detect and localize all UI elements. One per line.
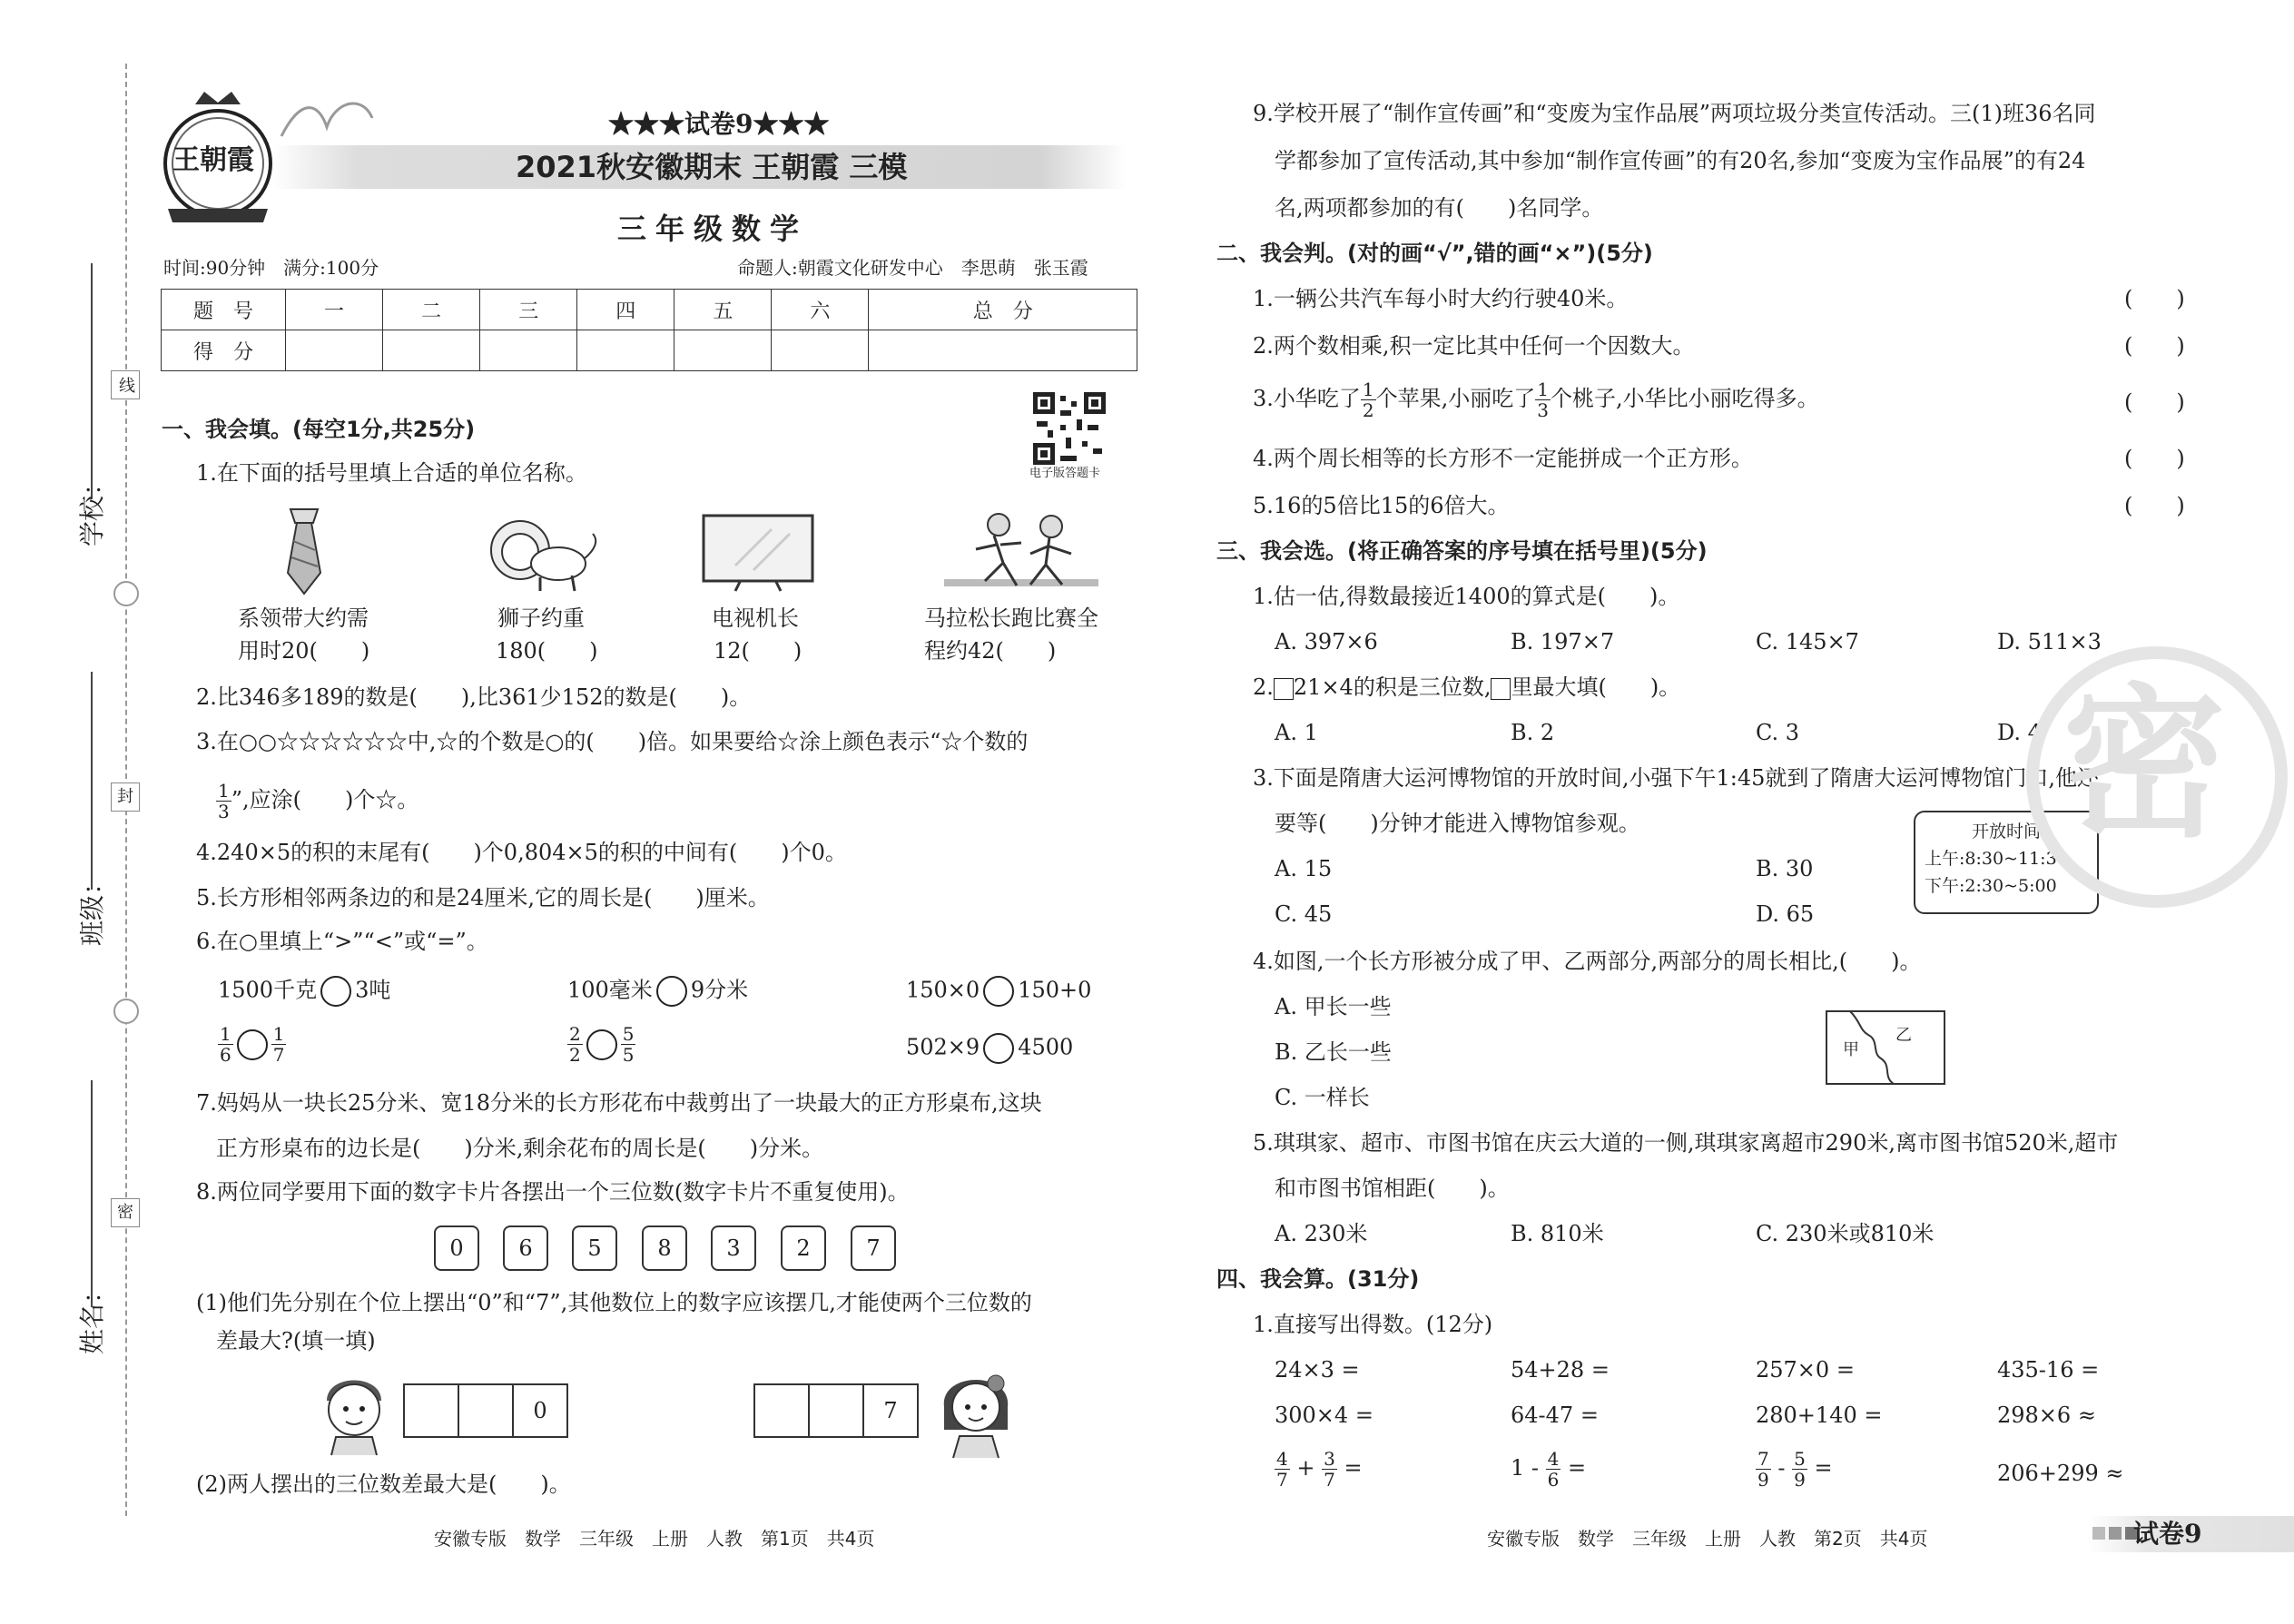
footer-left: 安徽专版 数学 三年级 上册 人教 第1页 共4页 [434,1528,875,1550]
calc-heading: 1.直接写出得数。(12分) [1253,1312,1493,1337]
footer-right: 安徽专版 数学 三年级 上册 人教 第2页 共4页 [1487,1528,1928,1550]
marathon-runners-icon [944,508,1098,599]
q9-text-cont2[interactable]: 名,两项都参加的有( )名同学。 [1275,195,1604,221]
score-input[interactable] [383,330,480,371]
digit-card: 2 [781,1225,826,1271]
choice-option[interactable]: A. 甲长一些 [1275,994,1392,1019]
tie-icon [277,505,331,595]
exam-title-brand: 王朝霞 [752,150,840,184]
choice-question: 5.琪琪家、超市、市图书馆在庆云大道的一侧,琪琪家离超市290米,离市图书馆520米,超市 [1253,1130,2119,1156]
digit-card: 8 [642,1225,687,1271]
score-table-row-score [162,330,1137,371]
time-score: 时间:90分钟 满分:100分 [163,257,379,279]
score-input[interactable] [286,330,383,371]
q1-text: 1.在下面的括号里填上合适的单位名称。 [196,460,587,486]
q5-text[interactable]: 5.长方形相邻两条边的和是24厘米,它的周长是( )厘米。 [196,885,770,910]
score-input[interactable] [869,330,1137,371]
choice-option[interactable]: A. 230米 [1275,1221,1368,1246]
choice-option[interactable]: C. 3 [1756,720,1800,745]
calc-item[interactable]: 1 - $\frac{4}{6}$ = [1511,1448,1587,1491]
q8-1-text: (1)他们先分别在个位上摆出“0”和“7”,其他数位上的数字应该摆几,才能使两个三位数的 [196,1290,1032,1315]
q1-item-tv: 电视机长 [712,605,799,631]
choice-option[interactable]: D. 65 [1756,901,1815,927]
answer-digit-box[interactable] [808,1383,864,1438]
score-cell: 总 分 [869,290,1137,330]
score-cell: 得 分 [162,330,286,371]
choice-option[interactable]: A. 397×6 [1275,629,1378,655]
score-cell: 六 [772,290,869,330]
q2-text[interactable]: 2.比346多189的数是( ),比361少152的数是( )。 [196,684,752,710]
digit-card: 5 [572,1225,617,1271]
section3-title: 三、我会选。(将正确答案的序号填在括号里)(5分) [1216,538,1708,564]
choice-option[interactable]: C. 45 [1275,901,1333,927]
fraction: $\frac{1}{3}$ [1537,379,1550,421]
q6-compare[interactable]: 502×9 4500 [906,1033,1073,1064]
blank-square [1491,678,1511,700]
q6-compare[interactable]: $\frac{1}{6}$ $\frac{1}{7}$ [220,1023,285,1066]
q6-compare[interactable]: 150×0 150+0 [906,976,1091,1007]
subject-title: 三年级数学 [617,212,809,246]
name-label: 姓名： [77,1277,108,1355]
choice-option[interactable]: C. 230米或810米 [1756,1221,1935,1246]
school-label: 学校： [77,469,108,547]
judge-item: 4.两个周长相等的长方形不一定能拼成一个正方形。 [1253,446,1753,471]
choice-option[interactable]: D. 511×3 [1997,629,2102,655]
judge-item: 3.小华吃了 $\frac{1}{2}$ 个苹果,小丽吃了 $\frac{1}{3}$ 个桃子,小华比小丽吃得多。 [1253,379,1819,421]
q8-1-text-cont: 差最大?(填一填) [216,1328,376,1353]
score-input[interactable] [674,330,772,371]
exam-title-left: 2021秋安徽期末 [516,150,743,184]
calc-item[interactable]: 64-47 = [1511,1403,1599,1428]
girl-icon [930,1362,1021,1462]
choice-option[interactable]: C. 一样长 [1275,1085,1370,1110]
q6-text: 6.在○里填上“>”“<”或“=”。 [196,929,488,954]
digit-card: 7 [851,1225,896,1271]
answer-digit-box: 7 [862,1383,919,1438]
compare-circle[interactable] [983,976,1014,1007]
calc-item[interactable]: 54+28 = [1511,1357,1610,1383]
compare-circle[interactable] [320,976,351,1007]
choice-question-cont[interactable]: 和市图书馆相距( )。 [1275,1176,1510,1201]
judge-answer[interactable]: ( ) [2124,333,2185,359]
judge-answer[interactable]: ( ) [2124,446,2185,471]
score-cell: 一 [286,290,383,330]
answer-digit-box[interactable] [753,1383,810,1438]
hours-pm: 下午:2:30~5:00 [1925,876,2057,896]
choice-option[interactable]: A. 15 [1275,856,1333,881]
choice-option[interactable]: A. 1 [1275,720,1318,745]
choice-option[interactable]: B. 197×7 [1511,629,1615,655]
score-cell: 题 号 [162,290,286,330]
q6-compare[interactable]: 100毫米 9分米 [567,976,748,1007]
exam-title-right: 三模 [849,150,908,184]
q8-2-text[interactable]: (2)两人摆出的三位数差最大是( )。 [196,1471,571,1497]
q1-item-tv-answer[interactable]: 12( ) [714,638,802,664]
choice-option[interactable]: B. 乙长一些 [1275,1039,1392,1065]
q1-item-lion: 狮子约重 [497,605,585,631]
fraction: $\frac{1}{3}$ [218,780,230,822]
score-table-row-header [162,290,1137,330]
choice-question[interactable]: 1.估一估,得数最接近1400的算式是( )。 [1253,584,1680,609]
judge-answer[interactable]: ( ) [2124,389,2185,415]
binding-mark-feng: 封 [111,782,140,812]
boy-icon [313,1369,395,1460]
calc-item[interactable]: 300×4 = [1275,1403,1373,1428]
choice-option[interactable]: B. 2 [1511,720,1555,745]
q9-text: 9.学校开展了“制作宣传画”和“变废为宝作品展”两项垃圾分类宣传活动。三(1)班36名同 [1253,101,2096,126]
q6-compare[interactable]: 1500千克 3吨 [218,976,390,1007]
judge-item: 5.16的5倍比15的6倍大。 [1253,493,1510,518]
choice-option[interactable]: B. 30 [1756,856,1814,881]
choice-question[interactable]: 2. 21×4的积是三位数, 里最大填( )。 [1253,674,1681,700]
section2-title: 二、我会判。(对的画“√”,错的画“×”)(5分) [1216,241,1653,266]
name-field-line [91,1080,93,1307]
diagram-label-yi: 乙 [1895,1026,1912,1045]
blank-square [1274,678,1294,700]
choice-option[interactable]: B. 810米 [1511,1221,1604,1246]
digit-card: 0 [434,1225,479,1271]
score-input[interactable] [480,330,577,371]
q6-compare[interactable]: $\frac{2}{2}$ $\frac{5}{5}$ [569,1023,635,1066]
fraction: $\frac{1}{2}$ [1362,379,1374,421]
digit-card: 6 [503,1225,548,1271]
compare-circle[interactable] [237,1029,268,1060]
score-cell: 二 [383,290,480,330]
calc-item[interactable]: $\frac{4}{7}$ + $\frac{3}{7}$ = [1276,1448,1363,1491]
score-cell: 四 [577,290,674,330]
judge-item: 2.两个数相乘,积一定比其中任何一个因数大。 [1253,333,1695,359]
q1-item-marathon-answer[interactable]: 程约42( ) [924,638,1057,664]
q9-text-cont: 学都参加了宣传活动,其中参加“制作宣传画”的有20名,参加“变废为宝作品展”的有24 [1275,148,2086,173]
binding-hole-icon [113,999,139,1024]
calc-item[interactable]: 435-16 = [1997,1357,2100,1383]
q7-text[interactable]: 7.妈妈从一块长25分米、宽18分米的长方形花布中裁剪出了一块最大的正方形桌布,这块 [196,1090,1042,1116]
score-cell: 五 [674,290,772,330]
calc-item[interactable]: 298×6 ≈ [1997,1403,2096,1428]
q3-text[interactable]: 3.在○○☆☆☆☆☆☆中,☆的个数是○的( )倍。如果要给☆涂上颜色表示“☆个数的 [196,729,1029,754]
section4-title: 四、我会算。(31分) [1216,1266,1420,1292]
lion-icon [486,514,604,595]
answer-digit-box[interactable] [403,1383,459,1438]
corner-squares-icon [2092,1527,2105,1540]
score-input[interactable] [577,330,674,371]
answer-digit-box[interactable] [458,1383,514,1438]
score-cell: 三 [480,290,577,330]
choice-question[interactable]: 4.如图,一个长方形被分成了甲、乙两部分,两部分的周长相比,( )。 [1253,949,1922,974]
digit-card: 3 [711,1225,756,1271]
class-field-line [91,672,93,890]
binding-hole-icon [113,581,139,606]
calc-item[interactable]: 206+299 ≈ [1997,1461,2124,1486]
q1-item-line: 系领带大约需 [238,605,369,631]
hours-title: 开放时间 [1971,822,2041,842]
qr-caption: 电子版答题卡 [1029,467,1101,480]
compare-circle[interactable] [586,1029,617,1060]
hours-am: 上午:8:30~11:30 [1925,849,2068,869]
section1-title: 一、我会填。(每空1分,共25分) [162,417,476,442]
binding-mark-mi: 密 [111,1198,140,1227]
calc-item[interactable]: 257×0 = [1756,1357,1855,1383]
score-table [161,289,1137,371]
exam-title [516,149,907,185]
compare-circle[interactable] [983,1033,1014,1064]
judge-item: 1.一辆公共汽车每小时大约行驶40米。 [1253,286,1629,311]
q1-item-tie-answer[interactable]: 用时20( ) [238,638,370,664]
q1-item-marathon: 马拉松长跑比赛全 [924,605,1098,631]
calc-item[interactable]: 280+140 = [1756,1403,1883,1428]
diagram-label-jia: 甲 [1843,1040,1859,1059]
score-input[interactable] [772,330,869,371]
corner-label: 试卷9 [2133,1519,2202,1549]
choice-question-cont[interactable]: 要等( )分钟才能进入博物馆参观。 [1275,811,1640,836]
series-label: ★★★试卷9★★★ [608,109,830,139]
calc-item[interactable]: $\frac{7}{9}$ - $\frac{5}{9}$ = [1757,1448,1833,1491]
judge-answer[interactable]: ( ) [2124,286,2185,311]
ribbon-decoration [272,91,381,154]
calc-item[interactable]: 24×3 = [1275,1357,1360,1383]
compare-circle[interactable] [656,976,687,1007]
tv-icon [699,511,817,593]
choice-option[interactable]: D. 4 [1997,720,2042,745]
binding-mark-xian: 线 [111,370,140,399]
q3-text-cont[interactable] [216,781,418,822]
school-field-line [91,263,93,499]
q8-text: 8.两位同学要用下面的数字卡片各摆出一个三位数(数字卡片不重复使用)。 [196,1179,910,1205]
watermark-stamp-text: 密 [2063,668,2227,860]
q4-text[interactable]: 4.240×5的积的末尾有( )个0,804×5的积的中间有( )个0。 [196,840,847,865]
choice-option[interactable]: C. 145×7 [1756,629,1859,655]
answer-digit-box: 0 [512,1383,568,1438]
logo-text: 王朝霞 [172,144,254,176]
choice-question: 3.下面是隋唐大运河博物馆的开放时间,小强下午1:45就到了隋唐大运河博物馆门口,他还 [1253,765,2100,791]
judge-answer[interactable]: ( ) [2124,493,2185,518]
q1-item-tie [238,605,369,632]
class-label: 班级： [77,869,108,947]
authors: 命题人:朝霞文化研发中心 李思萌 张玉霞 [737,257,1088,279]
qr-code[interactable] [1033,392,1106,465]
q1-item-lion-answer[interactable]: 180( ) [496,638,598,664]
q7-text-cont[interactable]: 正方形桌布的边长是( )分米,剩余花布的周长是( )分米。 [216,1136,824,1161]
q3-tail: ”,应涂( )个☆。 [231,787,419,812]
